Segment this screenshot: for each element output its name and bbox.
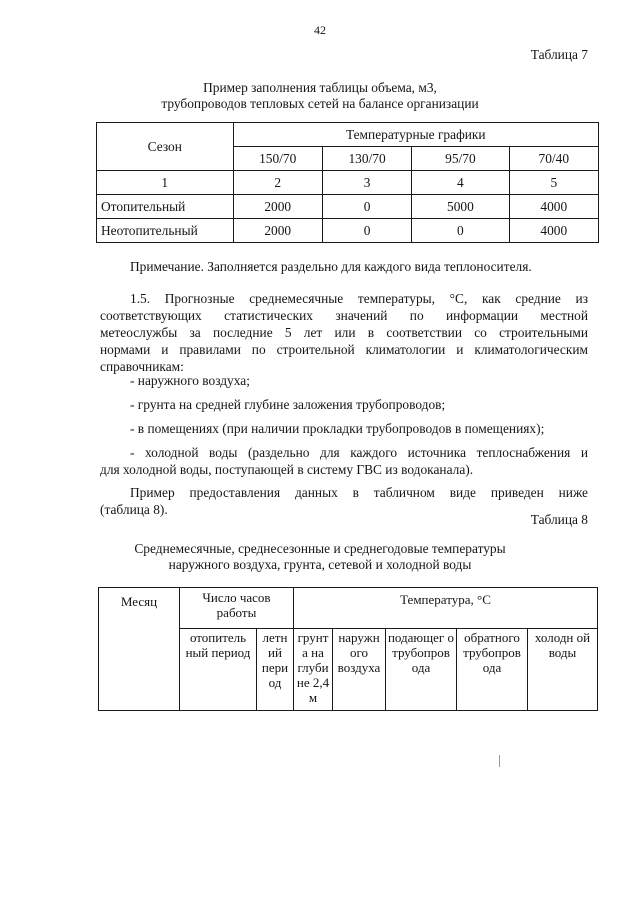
paragraph-line: метеослужбы за последние 5 лет или в соответствии со строительными: [100, 325, 588, 340]
header-schedule: 150/70: [233, 147, 322, 171]
table8-caption: Таблица 8: [530, 512, 588, 527]
value-cell: 5000: [412, 195, 509, 219]
bullet-outdoor-air: - наружного воздуха;: [130, 373, 250, 388]
table8-title: [90, 541, 550, 573]
season-cell: Отопительный: [97, 195, 234, 219]
column-number: 5: [509, 171, 598, 195]
paragraph-line: Пример предоставления данных в табличном виде приведен ниже: [130, 485, 588, 500]
paragraph-line: для холодной воды, поступающей в систему ГВС из водоканала).: [100, 462, 474, 477]
paragraph-line: (таблица 8).: [100, 502, 168, 517]
subheader-supply-pipe: подающег о трубопров ода: [386, 629, 457, 711]
subheader-return-pipe: обратного трубопров ода: [457, 629, 528, 711]
table7-note: Примечание. Заполняется раздельно для каждого вида теплоносителя.: [130, 259, 532, 274]
column-number: 3: [322, 171, 411, 195]
scan-artifact-mark: [499, 755, 500, 767]
paragraph-line: справочникам:: [100, 359, 184, 374]
header-hours: Число часов работы: [180, 588, 294, 629]
subheader-heating-period: отопитель ный период: [180, 629, 257, 711]
header-month: Месяц: [99, 588, 180, 711]
table-row: [97, 195, 599, 219]
value-cell: 4000: [509, 219, 598, 243]
bullet-soil: - грунта на средней глубине заложения трубопроводов;: [130, 397, 446, 412]
table7-title: [90, 80, 550, 112]
paragraph-line: нормами и правилами по строительной климатологии и климатологическим: [100, 342, 588, 357]
header-temperature-schedules: Температурные графики: [233, 123, 598, 147]
table8-title-line: наружного воздуха, грунта, сетевой и холодной воды: [168, 557, 472, 572]
pipeline-volume-table: [96, 122, 599, 243]
table7-caption: Таблица 7: [530, 47, 588, 62]
subheader-cold-water: холодн ой воды: [528, 629, 598, 711]
example-paragraph: [100, 484, 588, 518]
table7-title-line: Пример заполнения таблицы объема, м3,: [203, 80, 437, 95]
value-cell: 0: [412, 219, 509, 243]
bullet-indoor: - в помещениях (при наличии прокладки трубопроводов в помещениях);: [130, 421, 545, 436]
temperature-table: [98, 587, 598, 711]
section-1-5-paragraph: [100, 290, 588, 375]
paragraph-line: 1.5. Прогнозные среднемесячные температуры, °С, как средние из: [130, 291, 588, 306]
column-number: 1: [97, 171, 234, 195]
header-schedule: 130/70: [322, 147, 411, 171]
paragraph-line: соответствующих статистических значений по информации местной: [100, 308, 588, 323]
table8-title-line: Среднемесячные, среднесезонные и среднегодовые температуры: [134, 541, 506, 556]
subheader-soil: грунт а на глуби не 2,4 м: [294, 629, 333, 711]
subheader-outdoor-air: наружн ого воздуха: [333, 629, 386, 711]
column-number: 4: [412, 171, 509, 195]
column-number: 2: [233, 171, 322, 195]
season-cell: Неотопительный: [97, 219, 234, 243]
value-cell: 4000: [509, 195, 598, 219]
bullet-cold-water: [100, 444, 588, 478]
header-temperature: Температура, °С: [294, 588, 598, 629]
value-cell: 2000: [233, 195, 322, 219]
subheader-summer-period: летн ий пери од: [257, 629, 294, 711]
value-cell: 2000: [233, 219, 322, 243]
header-schedule: 70/40: [509, 147, 598, 171]
table-row: [97, 219, 599, 243]
page-number: 42: [314, 23, 326, 37]
paragraph-line: - холодной воды (раздельно для каждого источника теплоснабжения и: [130, 445, 588, 460]
table7-title-line: трубопроводов тепловых сетей на балансе организации: [161, 96, 479, 111]
header-season: Сезон: [97, 123, 234, 171]
header-schedule: 95/70: [412, 147, 509, 171]
value-cell: 0: [322, 219, 411, 243]
value-cell: 0: [322, 195, 411, 219]
